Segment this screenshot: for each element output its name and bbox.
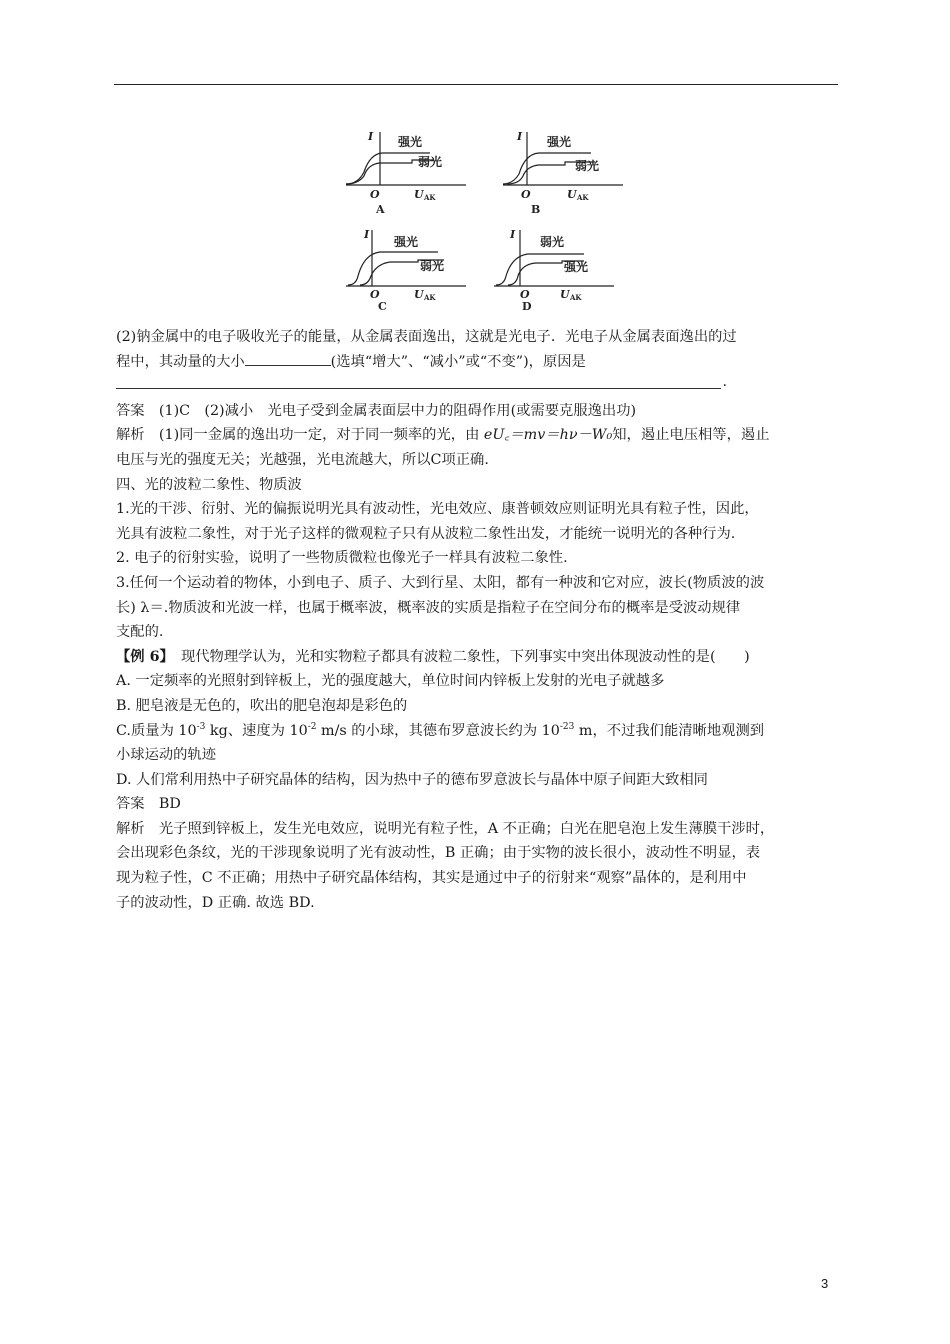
axis-i-label: I <box>364 228 370 241</box>
axis-i-label: I <box>510 228 516 241</box>
analysis-2-line-4: 子的波动性，D 正确. 故选 BD. <box>116 894 315 911</box>
answer-blank <box>245 351 331 366</box>
axis-u-sub: AK <box>424 193 436 202</box>
option-label-c: C <box>378 300 387 312</box>
example-6-text: 现代物理学认为，光和实物粒子都具有波粒二象性，下列事实中突出体现波动性的是( ) <box>166 648 750 665</box>
strong-light-label: 强光 <box>564 260 589 274</box>
axis-o-label: O <box>370 188 380 201</box>
section-4-p3-b: 长) λ＝.物质波和光波一样，也属于概率波，概率波的实质是指粒子在空间分布的概率是受波动规律 <box>116 599 741 616</box>
answer-1: 答案 (1)C (2)减小 光电子受到金属表面层中力的阻碍作用(或需要克服逸出功) <box>116 402 637 419</box>
section-4-p1-a: 1.光的干涉、衍射、光的偏振说明光具有波动性，光电效应、康普顿效应则证明光具有粒子性，因此， <box>116 501 759 518</box>
option-c-line-1 <box>116 719 840 744</box>
option-label-a: A <box>376 203 385 216</box>
question-2-text-b: (选填“增大”、“减小”或“不变”)，原因是 <box>330 353 586 370</box>
analysis-2-line-2: 会出现彩色条纹，光的干涉现象说明了光有波动性，B 正确；由于实物的波长很小，波动性不明显，表 <box>116 845 761 862</box>
option-c-text-4: m，不过我们能清晰地观测到 <box>574 722 765 739</box>
option-c-text-1: C.质量为 10 <box>116 722 197 739</box>
option-b: B. 肥皂液是无色的，吹出的肥皂泡却是彩色的 <box>116 697 408 714</box>
exponent-1: -3 <box>196 721 206 732</box>
page-number: 3 <box>821 1276 829 1291</box>
axis-o-label: O <box>520 288 530 301</box>
strong-light-label: 强光 <box>394 235 419 249</box>
section-4-p1-b: 光具有波粒二象性，对于光子这样的微观粒子只有从波粒二象性出发，才能统一说明光的各种行为. <box>116 525 736 542</box>
option-c-line-2: 小球运动的轨迹 <box>116 747 217 764</box>
analysis-2-line-1: 解析 光子照到锌板上，发生光电效应，说明光有粒子性，A 不正确；白光在肥皂泡上发生薄膜干涉时， <box>116 820 775 837</box>
section-4-p3-a: 3.任何一个运动着的物体，小到电子、质子、大到行星、太阳，都有一种波和它对应，波长(物质波的波 <box>116 574 765 591</box>
option-a: A. 一定频率的光照射到锌板上，光的强度越大，单位时间内锌板上发射的光电子就越多 <box>116 673 665 690</box>
option-c-text-2: kg、速度为 10 <box>205 722 308 739</box>
axis-u-sub: AK <box>424 293 436 302</box>
weak-light-label: 弱光 <box>540 235 565 249</box>
axis-o-label: O <box>370 288 380 301</box>
reason-blank <box>116 373 727 390</box>
example-6-question <box>116 645 840 670</box>
analysis-2-line-3: 现为粒子性，C 不正确；用热中子研究晶体结构，其实是通过中子的衍射来“观察”晶体的，是利用中 <box>116 870 747 887</box>
question-2-line-1: (2)钠金属中的电子吸收光子的能量，从金属表面逸出，这就是光电子．光电子从金属表面逸出的过 <box>116 329 737 345</box>
option-label-b: B <box>531 203 541 216</box>
answer-2: 答案 BD <box>116 796 181 813</box>
axis-u-label: U <box>414 288 424 301</box>
period: . <box>722 373 727 390</box>
axis-i-label: I <box>517 130 523 143</box>
option-d: D. 人们常利用热中子研究晶体的结构，因为热中子的德布罗意波长与晶体中原子间距大致相同 <box>116 771 708 788</box>
axis-i-label: I <box>368 130 374 143</box>
axis-u-label: U <box>567 188 577 201</box>
weak-light-label: 弱光 <box>420 259 445 273</box>
graph-option-c <box>338 224 478 312</box>
axis-u-sub: AK <box>577 193 589 202</box>
exponent-2: -2 <box>307 721 317 732</box>
axis-o-label: O <box>521 188 531 201</box>
main-text <box>116 325 840 915</box>
question-2-text-a: 程中，其动量的大小 <box>116 353 245 370</box>
strong-light-label: 强光 <box>398 135 423 149</box>
section-4-p2: 2. 电子的衍射实验，说明了一些物质微粒也像光子一样具有波粒二象性. <box>116 550 568 567</box>
graph-option-a <box>338 126 478 216</box>
question-2-line-2 <box>116 350 840 375</box>
exponent-3: -23 <box>559 721 575 732</box>
strong-light-label: 强光 <box>547 135 572 149</box>
section-4-p3-c: 支配的. <box>116 624 164 641</box>
graph-option-b <box>495 126 635 216</box>
header-rule <box>114 84 838 85</box>
weak-light-label: 弱光 <box>575 159 600 173</box>
analysis-1-line-2: 电压与光的强度无关；光越强，光电流越大，所以C项正确. <box>116 451 489 468</box>
axis-u-label: U <box>560 288 570 301</box>
reason-blank-line <box>116 374 840 399</box>
option-label-d: D <box>522 300 532 312</box>
section-4-title: 四、光的波粒二象性、物质波 <box>116 476 302 493</box>
option-c-text-3: m/s 的小球，其德布罗意波长约为 10 <box>316 722 560 739</box>
analysis-1-text-b: 知，遏止电压相等，遏止 <box>612 427 770 444</box>
analysis-1-text-a: 解析 (1)同一金属的逸出功一定，对于同一频率的光，由 <box>116 427 484 444</box>
axis-u-sub: AK <box>570 293 582 302</box>
example-6-label: 【例 6】 <box>116 648 167 665</box>
analysis-1-formula: eU꜀＝mv＝hν－W₀ <box>483 427 613 444</box>
axis-u-label: U <box>414 188 424 201</box>
graph-option-d <box>488 224 628 312</box>
weak-light-label: 弱光 <box>418 155 443 169</box>
analysis-1-line-1 <box>116 423 840 448</box>
